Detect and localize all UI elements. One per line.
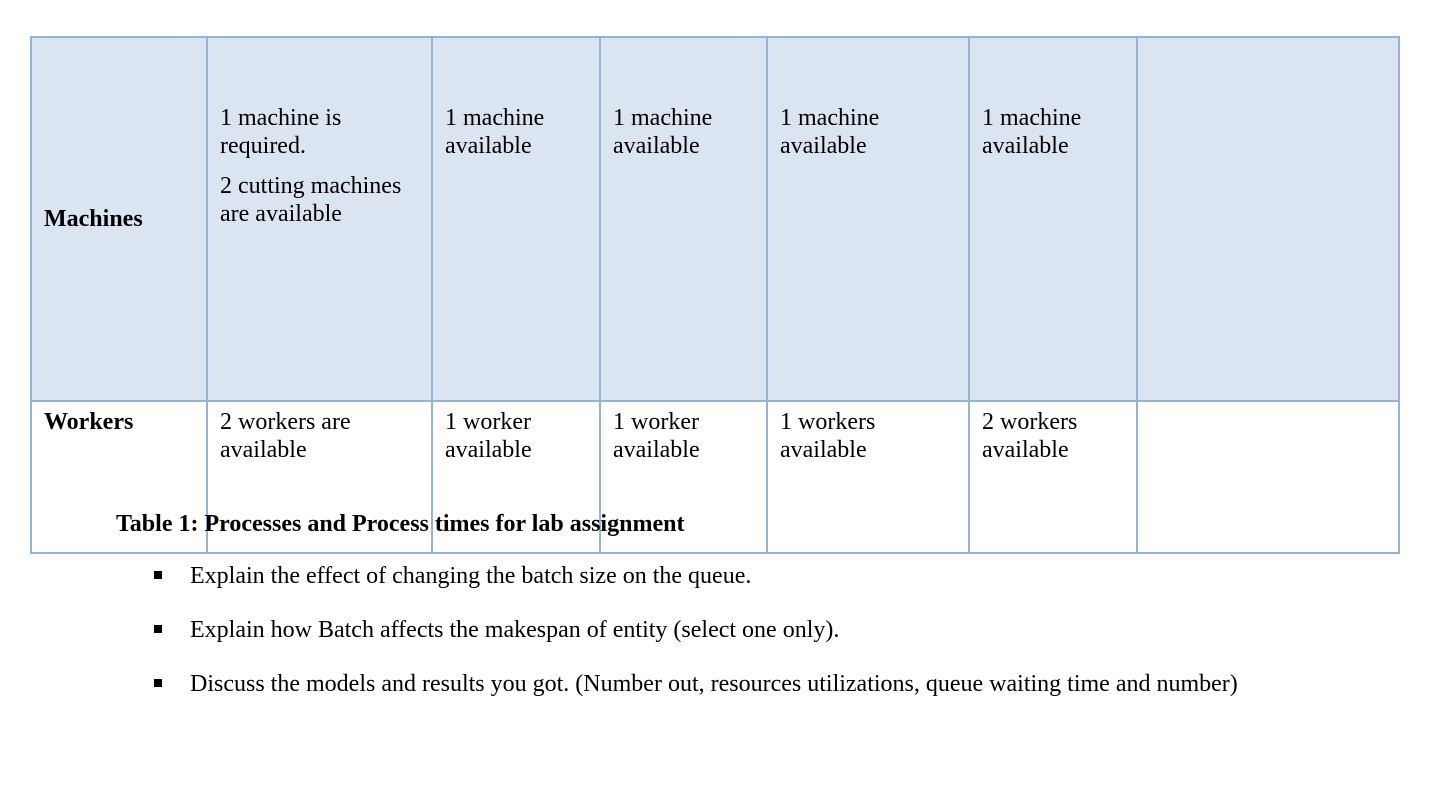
row-header-label: Workers	[44, 409, 134, 435]
cell-text: 1 worker available	[613, 409, 700, 463]
cell-text: 1 machine available	[780, 105, 880, 159]
square-bullet-icon	[154, 679, 162, 687]
table-row-machines	[31, 37, 1399, 401]
table-cell	[969, 37, 1137, 401]
cell-text: 1 worker available	[445, 409, 532, 463]
table-cell	[969, 401, 1137, 553]
list-item	[0, 562, 1290, 590]
bullet-list	[0, 562, 1290, 724]
cell-text: 2 workers available	[982, 409, 1078, 463]
row-header-label: Machines	[44, 206, 143, 232]
table-cell	[207, 37, 432, 401]
cell-text: 1 machine available	[613, 105, 713, 159]
square-bullet-icon	[154, 625, 162, 633]
list-item-text: Explain how Batch affects the makespan of entity (select one only).	[190, 617, 840, 643]
table-cell	[600, 37, 767, 401]
cell-text: 1 machine is required.	[220, 105, 342, 159]
list-item	[0, 670, 1290, 698]
table-caption: Table 1: Processes and Process times for lab assignment	[116, 511, 685, 537]
square-bullet-icon	[154, 571, 162, 579]
table-cell	[432, 37, 600, 401]
cell-text: 2 workers are available	[220, 409, 351, 463]
cell-text: 1 machine available	[982, 105, 1082, 159]
list-item-text: Explain the effect of changing the batch size on the queue.	[190, 563, 752, 589]
table-cell-empty	[1137, 401, 1399, 553]
list-item	[0, 616, 1290, 644]
resources-table	[30, 36, 1400, 554]
cell-text: 1 machine available	[445, 105, 545, 159]
table-cell	[767, 401, 969, 553]
row-header-machines	[31, 37, 207, 401]
table-cell-empty	[1137, 37, 1399, 401]
cell-text: 1 workers available	[780, 409, 876, 463]
list-item-text: Discuss the models and results you got. (Number out, resources utilizations, queue waiting time and number)	[190, 671, 1238, 697]
cell-text: 2 cutting machines are available	[220, 173, 402, 227]
table-cell	[767, 37, 969, 401]
